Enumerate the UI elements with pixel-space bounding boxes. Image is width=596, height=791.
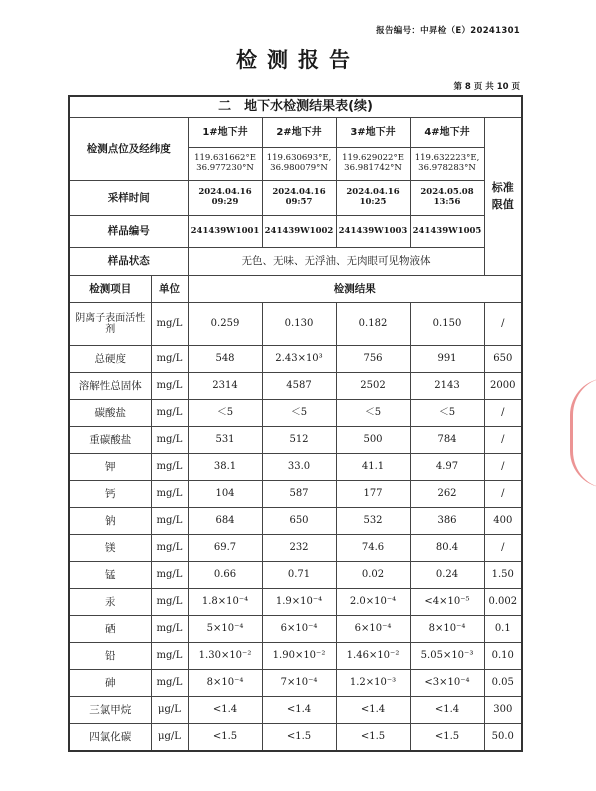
well-3-value: <1.5	[336, 724, 410, 751]
result-row	[69, 643, 522, 670]
well-4-lon: 119.632223°E,	[414, 153, 480, 164]
item-name: 四氯化碳	[69, 724, 151, 751]
location-label: 检测点位及经纬度	[69, 118, 188, 181]
well-2-value: 6×10⁻⁴	[262, 616, 336, 643]
well-2-value: 33.0	[262, 454, 336, 481]
result-row	[69, 562, 522, 589]
well-3-value: 500	[336, 427, 410, 454]
well-1-time	[188, 181, 262, 216]
standard-limit-header	[484, 118, 522, 276]
standard-limit-value: 0.1	[484, 616, 522, 643]
result-row	[69, 454, 522, 481]
result-row	[69, 427, 522, 454]
seal-stamp-edge	[570, 378, 596, 488]
well-1-value: 531	[188, 427, 262, 454]
standard-limit-value: 0.10	[484, 643, 522, 670]
well-3-value: 0.182	[336, 303, 410, 346]
unit-value: mg/L	[151, 643, 188, 670]
well-1-name: 1#地下井	[188, 118, 262, 148]
unit-value: μg/L	[151, 697, 188, 724]
item-name: 钙	[69, 481, 151, 508]
standard-limit-value: /	[484, 535, 522, 562]
well-2-value: 0.130	[262, 303, 336, 346]
unit-value: mg/L	[151, 508, 188, 535]
standard-limit-value: /	[484, 400, 522, 427]
standard-limit-value: 50.0	[484, 724, 522, 751]
well-2-lat: 36.980079°N	[270, 163, 328, 173]
well-3-date: 2024.04.16	[346, 187, 400, 198]
well-2-value: 4587	[262, 373, 336, 400]
item-name: 总硬度	[69, 346, 151, 373]
well-2-value: 587	[262, 481, 336, 508]
page-title: 检测报告	[236, 48, 360, 72]
item-name: 重碳酸盐	[69, 427, 151, 454]
item-name: 锰	[69, 562, 151, 589]
well-4-lat: 36.978283°N	[418, 163, 476, 173]
well-3-value: 41.1	[336, 454, 410, 481]
well-1-value: 1.8×10⁻⁴	[188, 589, 262, 616]
well-4-value: <4×10⁻⁵	[410, 589, 484, 616]
well-4-coords	[410, 148, 484, 181]
result-row	[69, 670, 522, 697]
unit-value: mg/L	[151, 562, 188, 589]
well-1-value: 684	[188, 508, 262, 535]
well-4-value: 2143	[410, 373, 484, 400]
item-name: 镁	[69, 535, 151, 562]
well-3-value: 2.0×10⁻⁴	[336, 589, 410, 616]
well-3-value: 177	[336, 481, 410, 508]
standard-limit-value: 2000	[484, 373, 522, 400]
well-1-lon: 119.631662°E	[194, 153, 256, 164]
well-2-sample-id: 241439W1002	[262, 216, 336, 248]
standard-limit-value: 0.05	[484, 670, 522, 697]
well-1-value: 38.1	[188, 454, 262, 481]
well-2-value: 0.71	[262, 562, 336, 589]
well-2-coords	[262, 148, 336, 181]
well-4-value: <1.5	[410, 724, 484, 751]
well-3-value: <1.4	[336, 697, 410, 724]
well-name-row	[69, 118, 522, 148]
well-3-clock: 10:25	[359, 197, 387, 207]
well-1-clock: 09:29	[211, 197, 239, 207]
well-4-value: 80.4	[410, 535, 484, 562]
unit-value: mg/L	[151, 616, 188, 643]
well-1-value: <1.4	[188, 697, 262, 724]
well-1-value: 0.66	[188, 562, 262, 589]
well-1-date: 2024.04.16	[198, 187, 252, 198]
result-row	[69, 481, 522, 508]
well-1-value: 104	[188, 481, 262, 508]
well-1-sample-id: 241439W1001	[188, 216, 262, 248]
result-row	[69, 346, 522, 373]
well-3-value: 532	[336, 508, 410, 535]
result-row	[69, 616, 522, 643]
result-row	[69, 697, 522, 724]
well-2-value: <1.5	[262, 724, 336, 751]
item-name: 硒	[69, 616, 151, 643]
standard-limit-value: 1.50	[484, 562, 522, 589]
item-name: 钾	[69, 454, 151, 481]
well-4-value: <3×10⁻⁴	[410, 670, 484, 697]
standard-limit-value: 400	[484, 508, 522, 535]
unit-value: mg/L	[151, 303, 188, 346]
well-3-value: 74.6	[336, 535, 410, 562]
well-2-date: 2024.04.16	[272, 187, 326, 198]
result-header: 检测结果	[188, 276, 522, 303]
well-3-lat: 36.981742°N	[344, 163, 402, 173]
unit-value: μg/L	[151, 724, 188, 751]
unit-value: mg/L	[151, 346, 188, 373]
well-4-value: 8×10⁻⁴	[410, 616, 484, 643]
section-title-row	[69, 96, 522, 118]
standard-limit-value: /	[484, 303, 522, 346]
result-row	[69, 589, 522, 616]
sample-state-label: 样品状态	[69, 248, 188, 276]
well-2-name: 2#地下井	[262, 118, 336, 148]
item-name: 砷	[69, 670, 151, 697]
well-2-value: 232	[262, 535, 336, 562]
item-header: 检测项目	[69, 276, 151, 303]
well-2-value: 7×10⁻⁴	[262, 670, 336, 697]
unit-header: 单位	[151, 276, 188, 303]
item-name: 铅	[69, 643, 151, 670]
sample-time-row	[69, 181, 522, 216]
result-row	[69, 724, 522, 751]
unit-value: mg/L	[151, 670, 188, 697]
well-2-value: 1.9×10⁻⁴	[262, 589, 336, 616]
well-3-value: 756	[336, 346, 410, 373]
unit-value: mg/L	[151, 373, 188, 400]
standard-limit-label: 标准限值	[491, 181, 514, 211]
well-4-time	[410, 181, 484, 216]
page-number: 第 8 页 共 10 页	[453, 82, 520, 92]
well-1-lat: 36.977230°N	[196, 163, 254, 173]
section-title: 二 地下水检测结果表(续)	[69, 96, 522, 118]
unit-value: mg/L	[151, 535, 188, 562]
well-1-value: ＜5	[188, 400, 262, 427]
well-1-value: 0.259	[188, 303, 262, 346]
item-name: 阴离子表面活性剂	[69, 303, 151, 346]
unit-value: mg/L	[151, 427, 188, 454]
well-4-value: 262	[410, 481, 484, 508]
report-number: 报告编号：中昇检（E）20241301	[376, 26, 520, 36]
well-1-value: 69.7	[188, 535, 262, 562]
sample-state-value: 无色、无味、无浮油、无肉眼可见物液体	[188, 248, 484, 276]
standard-limit-value: /	[484, 427, 522, 454]
well-4-value: 4.97	[410, 454, 484, 481]
unit-value: mg/L	[151, 454, 188, 481]
well-1-value: 5×10⁻⁴	[188, 616, 262, 643]
result-row	[69, 373, 522, 400]
well-3-time	[336, 181, 410, 216]
standard-limit-value: 650	[484, 346, 522, 373]
item-name: 钠	[69, 508, 151, 535]
well-2-value: ＜5	[262, 400, 336, 427]
well-4-sample-id: 241439W1005	[410, 216, 484, 248]
well-2-time	[262, 181, 336, 216]
result-row	[69, 508, 522, 535]
unit-value: mg/L	[151, 481, 188, 508]
well-3-value: 6×10⁻⁴	[336, 616, 410, 643]
unit-value: mg/L	[151, 400, 188, 427]
well-2-value: 2.43×10³	[262, 346, 336, 373]
well-4-value: ＜5	[410, 400, 484, 427]
standard-limit-value: /	[484, 481, 522, 508]
well-3-value: 1.46×10⁻²	[336, 643, 410, 670]
well-3-value: 2502	[336, 373, 410, 400]
unit-value: mg/L	[151, 589, 188, 616]
well-3-coords	[336, 148, 410, 181]
well-4-value: 386	[410, 508, 484, 535]
well-2-value: 1.90×10⁻²	[262, 643, 336, 670]
sample-number-row	[69, 216, 522, 248]
result-row	[69, 535, 522, 562]
well-4-value: 5.05×10⁻³	[410, 643, 484, 670]
item-name: 溶解性总固体	[69, 373, 151, 400]
result-row	[69, 400, 522, 427]
well-4-name: 4#地下井	[410, 118, 484, 148]
well-3-value: 0.02	[336, 562, 410, 589]
well-3-lon: 119.629022°E	[342, 153, 404, 164]
well-4-value: 0.150	[410, 303, 484, 346]
well-2-value: <1.4	[262, 697, 336, 724]
well-4-value: 991	[410, 346, 484, 373]
well-3-sample-id: 241439W1003	[336, 216, 410, 248]
item-name: 汞	[69, 589, 151, 616]
item-name: 三氯甲烷	[69, 697, 151, 724]
well-3-name: 3#地下井	[336, 118, 410, 148]
sample-time-label: 采样时间	[69, 181, 188, 216]
item-name: 碳酸盐	[69, 400, 151, 427]
standard-limit-value: /	[484, 454, 522, 481]
well-1-value: 1.30×10⁻²	[188, 643, 262, 670]
standard-limit-value: 300	[484, 697, 522, 724]
well-3-value: ＜5	[336, 400, 410, 427]
well-4-date: 2024.05.08	[420, 187, 474, 198]
well-1-value: 2314	[188, 373, 262, 400]
sample-number-label: 样品编号	[69, 216, 188, 248]
well-1-value: 8×10⁻⁴	[188, 670, 262, 697]
well-4-value: 0.24	[410, 562, 484, 589]
well-1-value: <1.5	[188, 724, 262, 751]
standard-limit-value: 0.002	[484, 589, 522, 616]
sample-state-row	[69, 248, 522, 276]
well-4-clock: 13:56	[433, 197, 461, 207]
column-header-row	[69, 276, 522, 303]
result-row	[69, 303, 522, 346]
well-2-value: 650	[262, 508, 336, 535]
well-4-value: 784	[410, 427, 484, 454]
well-2-value: 512	[262, 427, 336, 454]
well-1-coords	[188, 148, 262, 181]
well-3-value: 1.2×10⁻³	[336, 670, 410, 697]
groundwater-results-table	[68, 95, 523, 752]
well-4-value: <1.4	[410, 697, 484, 724]
well-2-clock: 09:57	[285, 197, 313, 207]
well-2-lon: 119.630693°E,	[266, 153, 332, 164]
well-1-value: 548	[188, 346, 262, 373]
